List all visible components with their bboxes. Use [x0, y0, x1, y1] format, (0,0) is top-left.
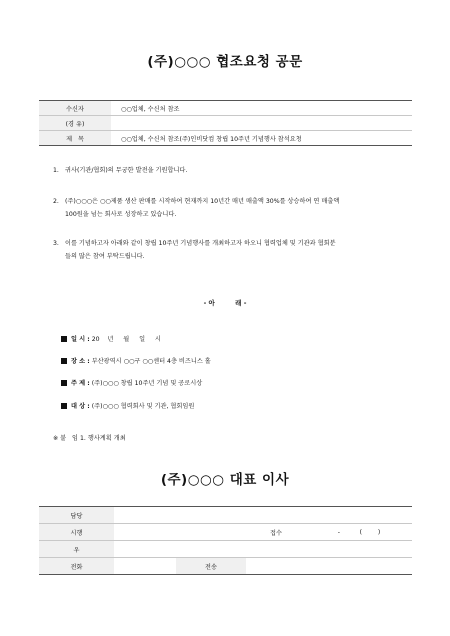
paragraph-3 — [53, 238, 401, 263]
item-label: 일 시 : — [71, 336, 90, 343]
approval-table — [39, 506, 412, 575]
square-bullet-icon — [61, 380, 67, 386]
table-row — [39, 131, 412, 146]
subject-value: ○○업체, 수신처 참조(주)인비닷컴 창립 10주년 기념행사 참석요청 — [111, 131, 412, 146]
item-value: 20 년 월 일 시 — [91, 336, 161, 343]
table-row — [39, 116, 412, 131]
below-heading: - 아 래 - — [203, 299, 247, 307]
list-item — [61, 378, 202, 387]
item-value: (주)○○○ 협력회사 및 기관, 협회임원 — [91, 403, 195, 410]
table-row — [39, 524, 412, 541]
empty-cell — [306, 558, 412, 575]
fax-value — [246, 558, 306, 575]
subject-label: 제 목 — [39, 131, 111, 146]
table-row — [39, 101, 412, 116]
paragraph-text: (주)○○○은 ○○제품 생산 판매를 시작하여 현재까지 10년간 매년 매출액 30%를 상승하여 연 매출액 — [65, 198, 340, 205]
reception-value: - ( ) — [306, 524, 412, 541]
table-row — [39, 507, 412, 524]
phone-label: 전화 — [39, 558, 114, 575]
list-item — [61, 356, 211, 365]
document-title: (주)○○○ 협조요청 공문 — [147, 54, 303, 70]
paragraph-1 — [53, 165, 401, 178]
phone-value — [114, 558, 176, 575]
empty-cell — [306, 507, 412, 524]
empty-cell — [246, 507, 306, 524]
item-value: (주)○○○ 창립 10주년 기념 및 공로시상 — [91, 380, 203, 387]
via-value — [111, 116, 412, 131]
square-bullet-icon — [61, 336, 67, 342]
item-label: 장 소 : — [71, 358, 90, 365]
fax-label: 전송 — [176, 558, 246, 575]
paragraph-text: 이를 기념하고자 아래와 같이 창립 10주년 기념행사를 개최하고자 하오니 협력업체 및 기관과 협회분 — [65, 240, 336, 247]
enforcement-value — [114, 524, 176, 541]
item-label: 주 제 : — [71, 380, 90, 387]
table-row — [39, 558, 412, 575]
manager-label: 담당 — [39, 507, 114, 524]
via-label: (경 유) — [39, 116, 111, 131]
table-row — [39, 541, 412, 558]
enforcement-label: 시행 — [39, 524, 114, 541]
manager-value — [114, 507, 176, 524]
paragraph-number: 3. — [53, 240, 59, 247]
attachment-note: ※ 붙 임 1. 행사계획 개최 — [53, 435, 126, 442]
list-item — [61, 401, 194, 410]
empty-cell — [176, 507, 246, 524]
reception-label: 접수 — [246, 524, 306, 541]
recipient-info-table — [39, 100, 412, 146]
item-value: 부산광역시 ○○구 ○○센터 4층 비즈니스 홀 — [91, 358, 211, 365]
postal-value — [114, 541, 176, 558]
empty-cell — [176, 541, 246, 558]
ceo-signature-title: (주)○○○ 대표 이사 — [160, 472, 290, 488]
paragraph-2 — [53, 196, 401, 221]
paragraph-text: 귀사(기관/협회)의 무궁한 발전을 기원합니다. — [65, 167, 188, 174]
square-bullet-icon — [61, 358, 67, 364]
paragraph-number: 1. — [53, 167, 59, 174]
empty-cell — [306, 541, 412, 558]
paragraph-text: 100원을 넘는 회사로 성장하고 있습니다. — [65, 210, 177, 218]
empty-cell — [246, 541, 306, 558]
square-bullet-icon — [61, 403, 67, 409]
item-label: 대 상 : — [71, 403, 90, 410]
paragraph-text: 들의 많은 참여 부탁드립니다. — [65, 252, 145, 260]
postal-label: 우 — [39, 541, 114, 558]
paragraph-number: 2. — [53, 198, 59, 205]
recipient-label: 수신자 — [39, 101, 111, 116]
empty-cell — [176, 524, 246, 541]
recipient-value: ○○업체, 수신처 참조 — [111, 101, 412, 116]
list-item — [61, 334, 161, 343]
